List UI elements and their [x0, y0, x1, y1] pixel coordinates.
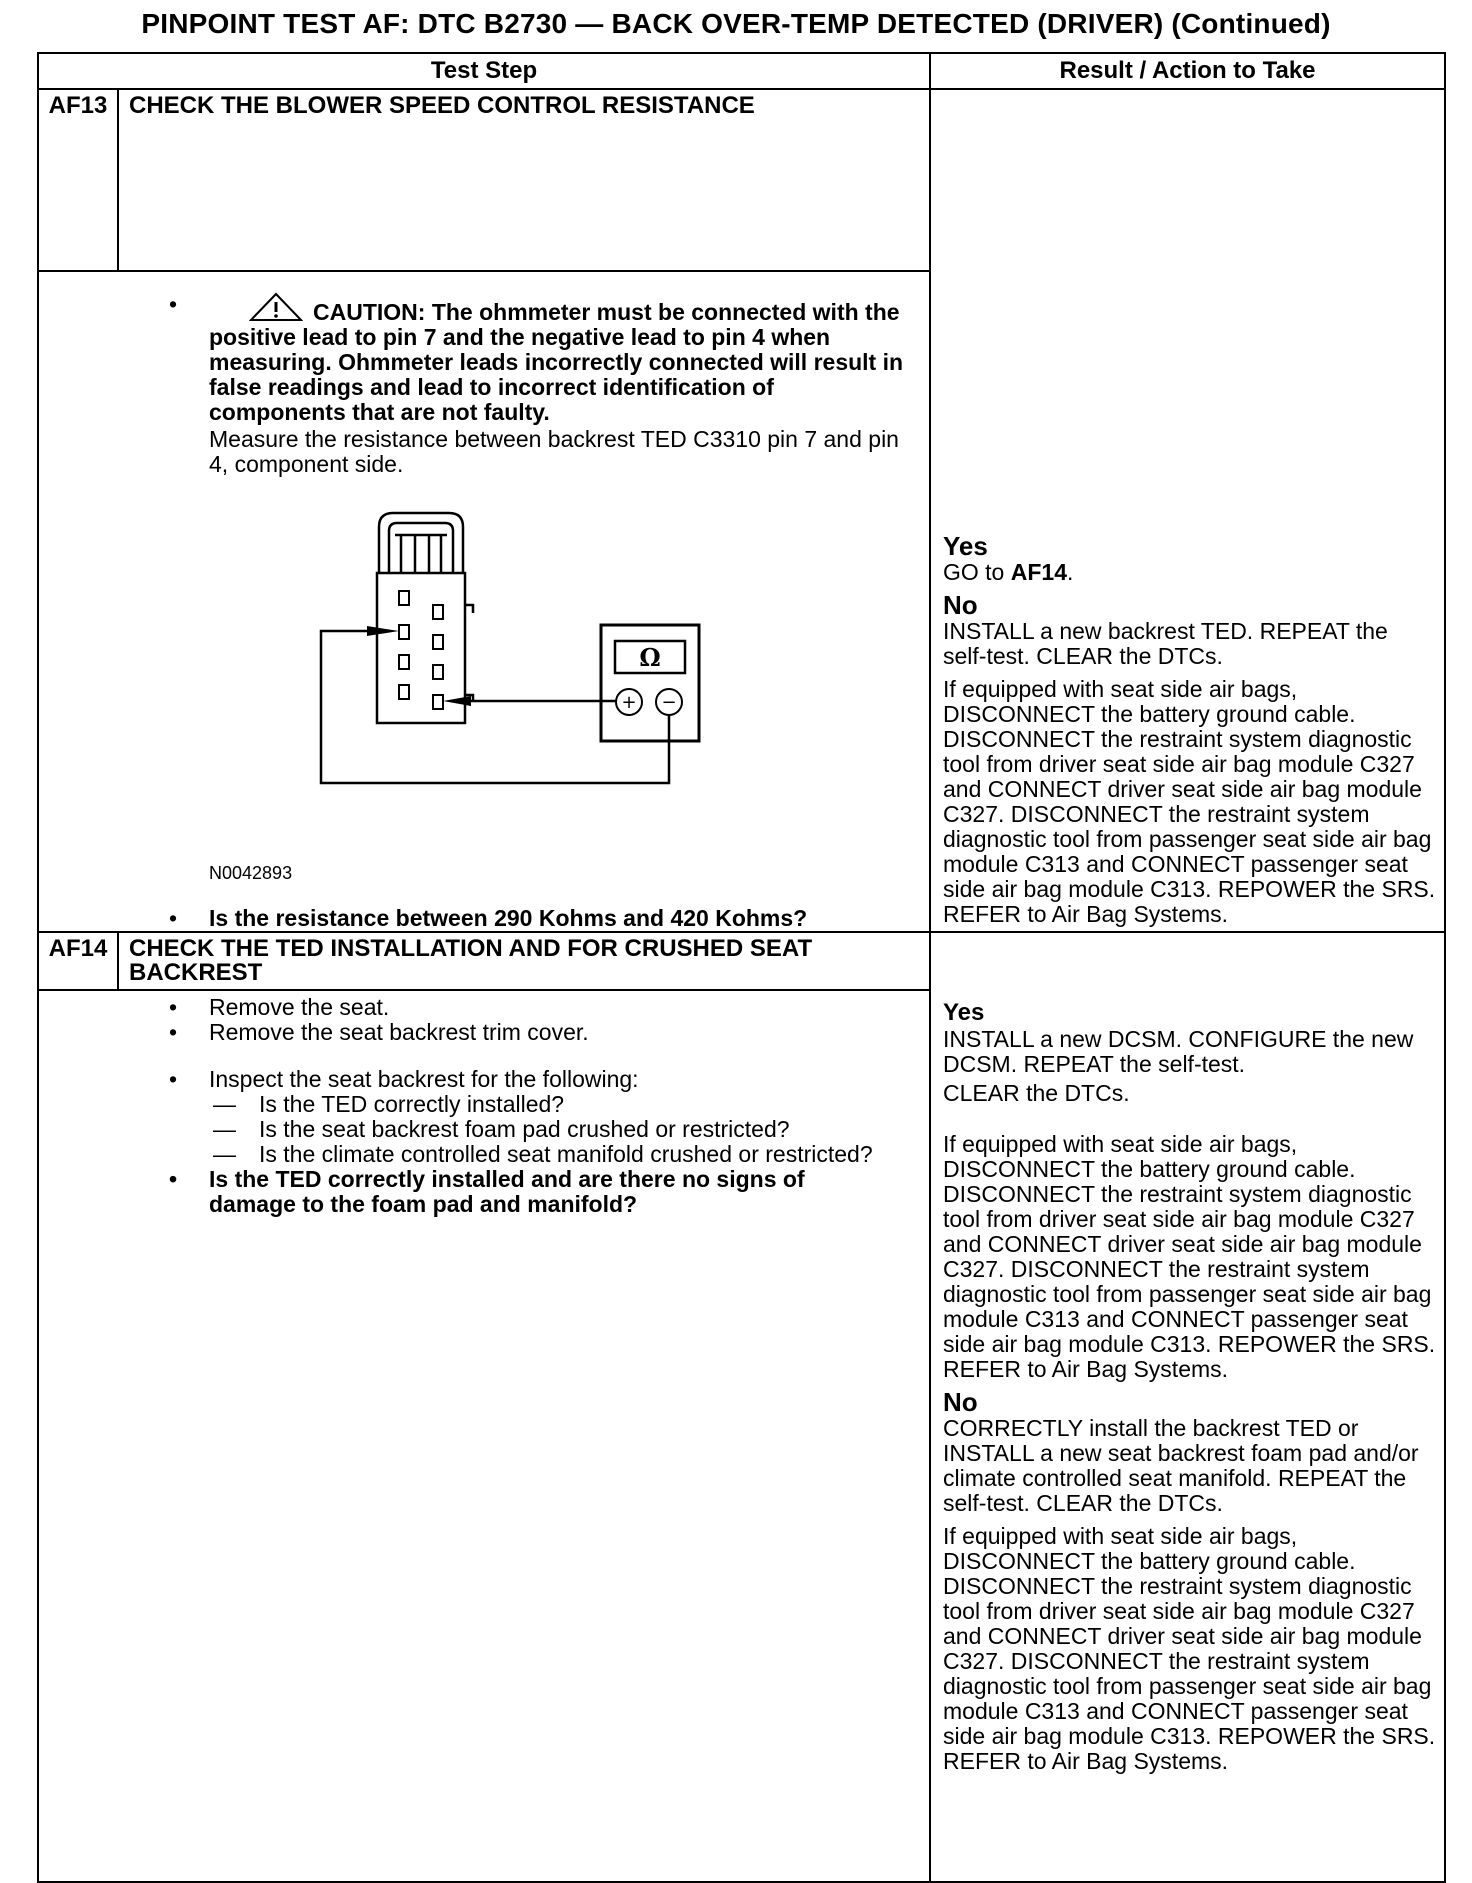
figure-code: N0042893 [209, 863, 293, 883]
af13-result-cell [930, 89, 1445, 932]
af14-question-text: Is the TED correctly installed and are there no signs of damage to the foam pad and manifold? [209, 1166, 805, 1217]
af14-yes-label: Yes [943, 999, 985, 1026]
af14-step-remove-trim [169, 1019, 909, 1045]
bullet: • [169, 994, 178, 1020]
af13-caution-text: CAUTION: The ohmmeter must be connected with the positive lead to pin 7 and the negative lead to pin 4 when measuring. Ohmmeter leads incorrectly connected will result in false readings and lead to incorrect identification of components that are not faulty. [209, 299, 904, 425]
table-header-row [38, 53, 1445, 89]
af14-question [169, 1166, 909, 1217]
lead-probe-pin7 [367, 626, 399, 636]
minus-terminal: − [661, 692, 677, 713]
af13-no-label: No [943, 590, 978, 620]
af13-yes-action [943, 560, 1436, 585]
af14-step-text: Remove the seat. [209, 994, 390, 1020]
af13-no-action: INSTALL a new backrest TED. REPEAT the self-test. CLEAR the DTCs. [943, 618, 1388, 669]
af14-yes-airbag-note: If equipped with seat side air bags, DISCONNECT the battery ground cable. DISCONNECT the restraint system diagnostic tool from driver seat side air bag module C327 and CONNECT driver seat side air bag module C327. DISCONNECT the restraint system diagnostic tool from passenger seat side air bag module C313 and CONNECT passenger seat side air bag module C313. REPOWER the SRS. REFER to Air Bag Systems. [943, 1131, 1436, 1382]
ohmmeter-connection-diagram [39, 495, 799, 835]
bullet: • [169, 1019, 178, 1045]
bullet: • [169, 291, 178, 317]
connector-pins [399, 591, 443, 709]
af14-inspect [169, 1066, 909, 1092]
af14-step-title: CHECK THE TED INSTALLATION AND FOR CRUSHED SEAT BACKREST [118, 932, 930, 990]
af13-airbag-note: If equipped with seat side air bags, DISCONNECT the battery ground cable. DISCONNECT the restraint system diagnostic tool from driver seat side air bag module C327 and CONNECT driver seat side air bag module C327. DISCONNECT the restraint system diagnostic tool from passenger seat side air bag module C313 and CONNECT passenger seat side air bag module C313. REPOWER the SRS. REFER to Air Bag Systems. [943, 676, 1436, 927]
lead-probe-pin4 [443, 696, 471, 706]
plus-terminal: + [621, 692, 637, 713]
af14-no-action: CORRECTLY install the backrest TED or INSTALL a new seat backrest foam pad and/or climate controlled seat manifold. REPEAT the self-test. CLEAR the DTCs. [943, 1415, 1419, 1516]
af14-checklist [209, 1092, 909, 1167]
af14-check-item: — Is the TED correctly installed? [259, 1092, 909, 1117]
af13-title-row [38, 89, 1445, 271]
page-title: PINPOINT TEST AF: DTC B2730 — BACK OVER-TEMP DETECTED (DRIVER) (Continued) [141, 8, 1331, 39]
af13-step-title: CHECK THE BLOWER SPEED CONTROL RESISTANCE [118, 89, 930, 271]
pinpoint-test-table [37, 52, 1446, 1883]
af14-yes-action: INSTALL a new DCSM. CONFIGURE the new DCSM. REPEAT the self-test. [943, 1026, 1414, 1077]
af14-step-id: AF14 [38, 932, 118, 990]
af13-yes-text: GO to [943, 559, 1011, 585]
af14-check-item: — Is the climate controlled seat manifold crushed or restricted? [259, 1142, 909, 1167]
af14-title-row [38, 932, 1445, 990]
af13-body [38, 271, 930, 932]
af14-result-cell [930, 932, 1445, 1882]
af14-body [38, 990, 930, 1882]
af14-no-label: No [943, 1387, 978, 1417]
connector-c3310 [377, 513, 473, 723]
af13-yes-label: Yes [943, 531, 988, 561]
bullet: • [169, 905, 178, 931]
af14-no-airbag-note: If equipped with seat side air bags, DISCONNECT the battery ground cable. DISCONNECT the restraint system diagnostic tool from driver seat side air bag module C327 and CONNECT driver seat side air bag module C327. DISCONNECT the restraint system diagnostic tool from passenger seat side air bag module C313 and CONNECT passenger seat side air bag module C313. REPOWER the SRS. REFER to Air Bag Systems. [943, 1523, 1436, 1774]
af14-steps [39, 995, 909, 1217]
ohmmeter [601, 625, 699, 741]
bullet: • [169, 1066, 178, 1092]
af13-measure: Measure the resistance between backrest TED C3310 pin 7 and pin 4, component side. [209, 426, 899, 477]
af13-yes-link: AF14 [1010, 559, 1067, 585]
af14-step-remove-seat [169, 994, 909, 1020]
af13-caution [39, 292, 909, 477]
af13-question-text: Is the resistance between 290 Kohms and 420 Kohms? [209, 905, 808, 931]
header-result: Result / Action to Take [930, 53, 1445, 89]
af14-step-text: Remove the seat backrest trim cover. [209, 1019, 589, 1045]
af13-step-id: AF13 [38, 89, 118, 271]
af13-question [39, 906, 909, 931]
bullet: • [169, 1166, 178, 1192]
warning-triangle-icon [249, 292, 303, 322]
header-test-step: Test Step [38, 53, 930, 89]
af14-check-item: — Is the seat backrest foam pad crushed or restricted? [259, 1117, 909, 1142]
af14-inspect-text: Inspect the seat backrest for the following: [209, 1066, 639, 1092]
af14-yes-action-2: CLEAR the DTCs. [943, 1080, 1130, 1106]
ohm-symbol: Ω [639, 643, 661, 672]
af13-yes-text-end: . [1067, 559, 1074, 585]
